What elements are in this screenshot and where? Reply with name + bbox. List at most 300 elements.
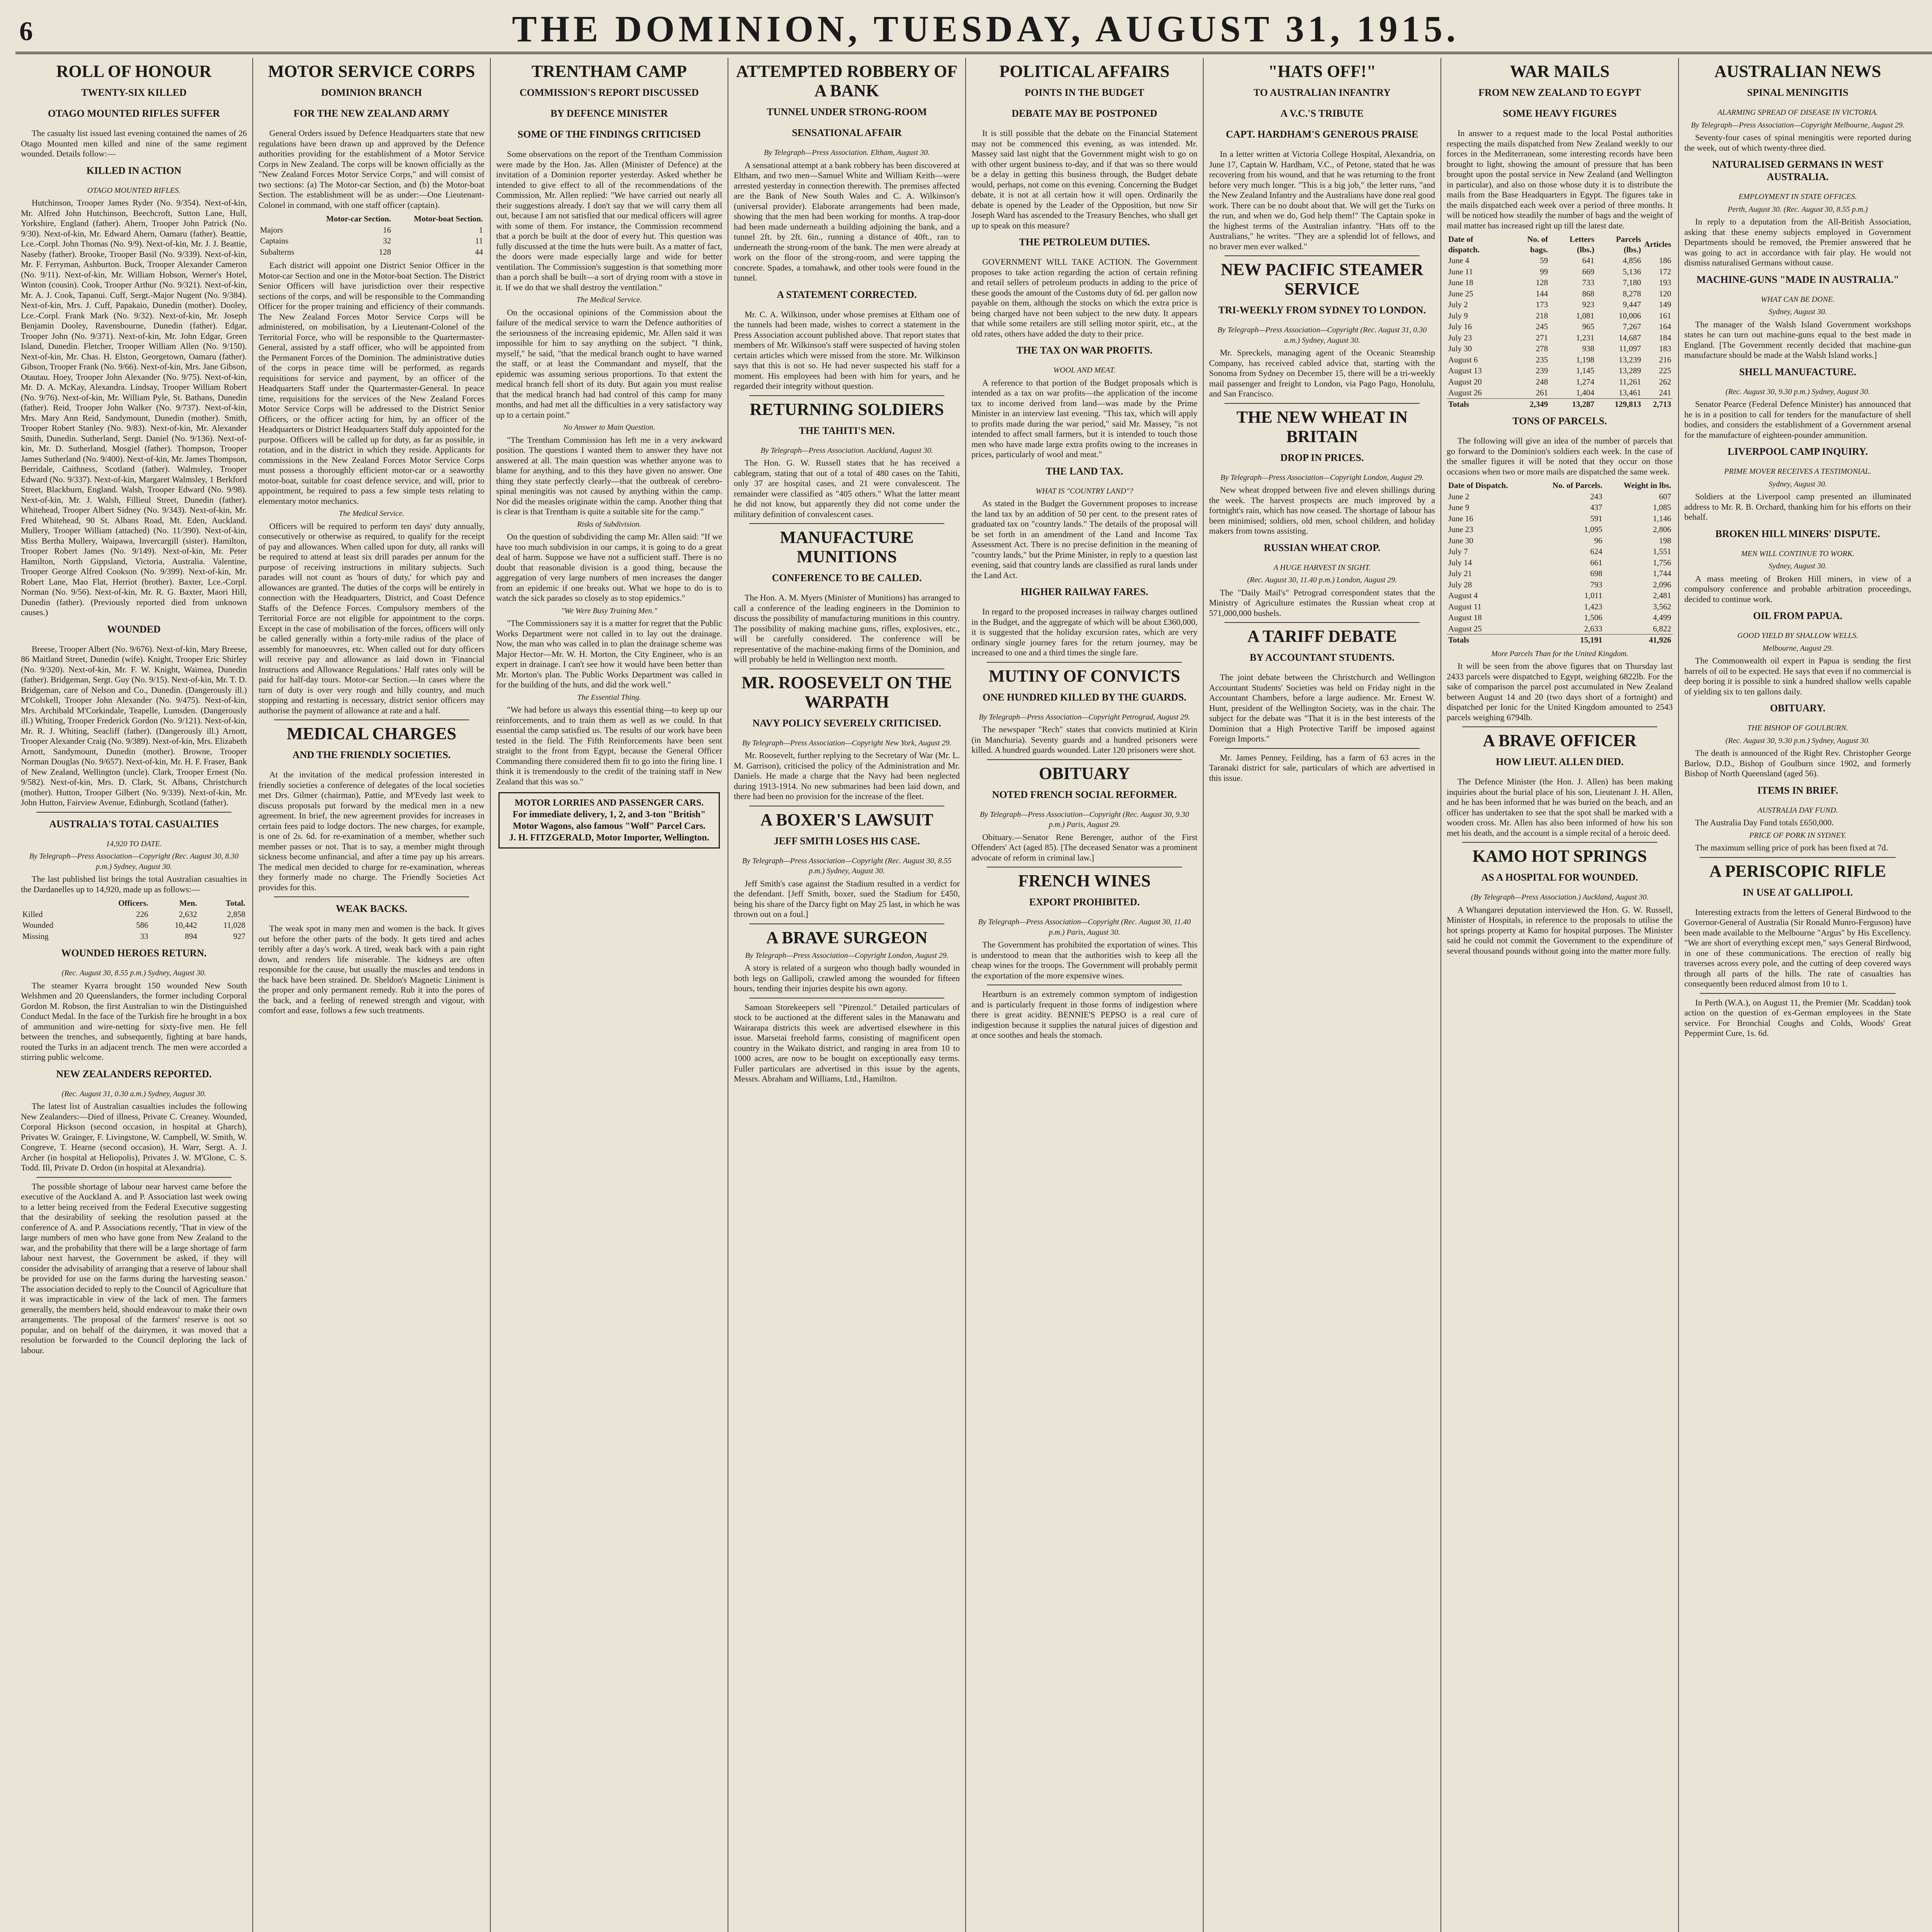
headline: NEW PACIFIC STEAMER SERVICE [1221,260,1423,298]
table-cell: August 25 [1448,624,1482,633]
table-header [259,213,306,224]
table-cell: 225 [1659,366,1671,375]
subhead: BY ACCOUNTANT STUDENTS. [1250,652,1395,663]
table-cell: 243 [1590,492,1602,501]
table-cell: July 9 [1448,311,1468,320]
article-text: The steamer Kyarra brought 150 wounded New South Welshmen and 20 Queenslanders, the former including Corporal Gordon M. Robson, the first Australian to win the Distinguished Conduct Medal. In the face of the Turkish fire he brought in a box of ammunition and wire-netting for sixty-five men. He fell between the trenches, and subsequently, fighting at bare hands, routed the Turks in an adjacent trench. The men were accorded a stirring public welcome. [21,980,247,1062]
headline: KAMO HOT SPRINGS [1472,847,1647,866]
table-cell: June 23 [1448,525,1473,534]
article-text: Obituary.—Senator Rene Berenger, author of the First Offenders' Act (aged 85). [The deceased Senator was a prominent advocate of reform in criminal law.] [971,832,1197,862]
table-cell: 1,011 [1584,591,1602,600]
table-cell: June 30 [1448,536,1473,545]
divider [274,719,469,720]
table-cell: 8,278 [1622,289,1641,298]
subhead: AUSTRALIA'S TOTAL CASUALTIES [49,818,219,830]
table-cell: 164 [1659,322,1671,331]
table-cell: 868 [1582,289,1595,298]
table-cell: 218 [1536,311,1548,320]
table-cell: July 28 [1448,580,1472,589]
table-cell: June 9 [1448,503,1469,512]
table-header: Officers. [118,898,148,908]
headline: THE NEW WHEAT IN BRITAIN [1236,407,1408,446]
subhead: SOME OF THE FINDINGS CRITICISED [517,129,701,140]
subhead: ITEMS IN BRIEF. [1757,784,1838,796]
table-cell: 2,481 [1653,591,1671,600]
table-row [1447,623,1673,634]
table-cell: 13,289 [1619,366,1641,375]
subhead: LIVERPOOL CAMP INQUIRY. [1728,446,1868,457]
table-cell: 1,198 [1576,355,1595,364]
section-label: More Parcels Than for the United Kingdom. [1491,649,1628,658]
table-cell: Missing [22,931,49,941]
subhead: A V.C.'S TRIBUTE [1280,108,1364,119]
byline: By Telegraph—Press Association—Copyright Melbourne, August 29. [1691,121,1905,129]
table-cell: 183 [1659,344,1671,353]
subhead: HIGHER RAILWAY FARES. [1020,586,1148,597]
subhead-line: AUSTRALIA DAY FUND. [1757,806,1838,815]
subhead-line: PRICE OF PORK IN SYDNEY. [1749,831,1846,840]
divider [749,923,944,924]
article-text: It is still possible that the debate on the Financial Statement may not be commenced this evening, as was intended. Mr. Massey said last night that the Government might wish to go on with other urgent business to-day, and if that was so there would be a delay in getting this business through, the Budget debate would, perhaps, not come on this evening. Concerning the Budget debate, it is not at all certain how it will open. Ordinarily the debate is opened by the Leader of the Opposition, but now Sir Joseph Ward has ascended to the Treasury Benches, who shall get up to speak on this measure? [971,128,1197,230]
table-cell: 13,239 [1619,355,1641,364]
headline: A TARIFF DEBATE [1247,627,1397,646]
article-text: In answer to a request made to the local Postal authorities respecting the mails dispatched from New Zealand weekly to our forces in the Mediterranean, some interesting records have been brought to light, showing the amount of pressure that has been brought upon the postal service in New Zealand (and Wellington in particular), and also on those whose duty it is to distribute the mails from the Base Headquarters in Egypt. The figures take in the mails dispatched each week over a period of three months. It will be noticed how steadily the number of bags and the weight of mail matter has increased right up till the latest date. [1447,128,1673,230]
table-cell: Killed [22,909,43,919]
article-text: The maximum selling price of pork has been fixed at 7d. [1695,843,1888,852]
table-row [259,247,485,258]
table-cell: 99 [1540,267,1548,276]
divider [274,896,469,897]
table-cell: 11 [475,236,483,245]
byline: By Telegraph—Press Association—Copyright New York, August 29. [742,738,952,747]
subhead: FROM NEW ZEALAND TO EGYPT [1478,87,1641,98]
table-cell: 2,858 [227,909,245,919]
article-text: A Whangarei deputation interviewed the Hon. G. W. Russell, Minister of Hospitals, in reference to the proposals to utilise the hot springs property at Kamo for hospital purposes. The Minister said he could not commit the Government to the expenditure of several thousand pounds without going into the matter more fully. [1447,905,1673,956]
table-header-row [1447,234,1673,255]
table-cell: June 11 [1448,267,1473,276]
table-row [1447,332,1673,344]
byline: Melbourne, August 29. [1762,644,1833,653]
table-cell: 2,806 [1653,525,1671,534]
table-cell: 5,136 [1622,267,1641,276]
table-cell: 186 [1659,256,1671,265]
subhead: KILLED IN ACTION [86,165,182,176]
headline: OBITUARY [1039,764,1130,783]
subhead: DEBATE MAY BE POSTPONED [1012,108,1157,119]
byline: By Telegraph—Press Association—Copyright London, August 29. [1220,473,1424,482]
article-text: The manager of the Walsh Island Government workshops states he can turn out machine-guns equal to the best made in England. [The Government recently decided that machine-gun manufacture should be made at the Walsh Island works.] [1684,319,1911,360]
table-row [1447,277,1673,288]
headline: "HATS OFF!" [1268,62,1376,81]
table-cell: 1,551 [1653,547,1671,556]
subhead: BROKEN HILL MINERS' DISPUTE. [1715,528,1880,539]
table-cell: 1,145 [1576,366,1595,375]
table-row [1447,343,1673,354]
subhead: NEW ZEALANDERS REPORTED. [56,1068,212,1080]
table-cell: August 18 [1448,613,1482,622]
subhead: COMMISSION'S REPORT DISCUSSED [519,87,699,98]
table-row [1447,266,1673,277]
subhead: OIL FROM PAPUA. [1753,610,1843,621]
table-row [1447,491,1673,502]
table-row [1447,387,1673,398]
subhead: RUSSIAN WHEAT CROP. [1264,542,1381,553]
table-cell: 11,028 [223,920,245,930]
table-cell: Captains [260,236,289,245]
table-cell: 793 [1590,580,1602,589]
table-cell: 10,442 [175,920,197,930]
table-cell: 7,267 [1622,322,1641,331]
article-text: The Commonwealth oil expert in Papua is sending the first barrels of oil to be expected. He says that even if no commercial is deep boring it is possible to sink a hundred shallow wells capable of yielding six to ten gallons daily. [1684,656,1911,696]
table-row [1447,354,1673,366]
headline: WAR MAILS [1510,62,1610,81]
article-text: Each district will appoint one District Senior Officer in the Motor-car Section and one in the Motor-boat Section. The District Senior Officers will have jurisdiction over their respective sections of the corps, and will be responsible to the Commanding Officer for the proper training and efficiency of their commands. The New Zealand Forces Motor Service Corps will be administered, on mobilisation, by a Lieutenant-Colonel of the Territorial Force, who will be responsible to the Quartermaster-General, assisted by a staff officer, who will be appointed from the Permanent Forces of the Dominion. The administrative duties of the corps in peace time will be performed, as regards requisitions for service and payment, by an officer of the Headquarters Staff under the Quartermaster-General. In peace time, requisitions for the services of the New Zealand Forces Motor Service Corps will be addressed to the District Senior Officers, or the officer acting for him, by an officer of the Headquarters or District Headquarters Staff duly appointed for the purpose. Officers will be called up for duty, as far as possible, in rotation, and in the district in which they reside. Applicants for commissions in the New Zealand Forces Motor Service Corps must possess a thoroughly efficient motor-car or a seaworthy motor-boat, suitable for coast defence service, and will, prior to appointment, be required to pass a few simple tests relating to elementary motor mechanics. [259,260,485,506]
table-cell: 965 [1582,322,1595,331]
table-cell: 661 [1590,558,1602,567]
table-cell: August 13 [1448,366,1482,375]
table-cell: 14,687 [1619,333,1641,342]
table-cell: 923 [1582,300,1595,309]
byline: Sydney, August 30. [1769,308,1827,316]
article-text: The "Daily Mail's" Petrograd correspondent states that the Ministry of Agriculture estimates the Russian wheat crop at 571,000,000 bushels. [1209,587,1435,618]
table-header: Motor-boat Section. [414,214,483,223]
table-row [1447,535,1673,546]
table-row [1447,601,1673,612]
table-cell: 278 [1536,344,1548,353]
table-header: Men. [179,898,197,908]
headline: MOTOR SERVICE CORPS [268,62,475,81]
table-cell: 437 [1590,503,1602,512]
subhead: TONS OF PARCELS. [1512,415,1607,427]
table-cell: 59 [1540,256,1548,265]
column-trentham-camp [491,58,728,1932]
subhead: WOUNDED HEROES RETURN. [61,947,207,959]
byline: (Rec. August 30, 9.30 p.m.) Sydney, August 30. [1725,387,1870,396]
table-cell: 15,191 [1532,634,1604,646]
divider [1225,622,1420,623]
table-cell: 262 [1659,377,1671,386]
table-cell: 1,404 [1576,388,1595,397]
divider [987,759,1182,760]
article-text: A mass meeting of Broken Hill miners, in view of a compulsory conference and probable arbitration proceedings, decided to continue work. [1684,573,1911,604]
subhead: JEFF SMITH LOSES HIS CASE. [774,835,920,847]
table-cell: Wounded [22,920,53,930]
table-cell: 33 [140,931,148,941]
table-cell: August 4 [1448,591,1478,600]
table-cell: 1,744 [1653,569,1671,578]
table-cell: 3,562 [1653,602,1671,611]
table-header-row [259,213,485,224]
article-text: As stated in the Budget the Government proposes to increase the land tax by an addition of 50 per cent. to the present rates of graduated tax on "country lands." The details of the proposal will be set forth in an amendment of the Land and Income Tax Assessment Act. There is no precise definition in the meaning of "country lands," but the Prime Minister, in reply to a question last evening, said that country lands are classified as rural lands under the Land Act. [971,498,1197,580]
table-cell: 6,822 [1653,624,1671,633]
table-row [259,224,485,236]
subhead-line: WOOL AND MEAT. [1053,366,1116,374]
columns [15,58,1932,1932]
page-number: 6 [19,17,33,46]
table-cell: 894 [185,931,197,941]
table-cell: 1 [479,225,483,235]
byline: (Rec. August 30, 11.40 p.m.) London, August 29. [1247,576,1397,584]
table-cell: 193 [1659,278,1671,287]
parcel-table [1447,480,1673,646]
headline: MEDICAL CHARGES [287,724,456,743]
table-cell: July 16 [1448,322,1472,331]
subhead: OBITUARY. [1770,702,1826,714]
headline: MR. ROOSEVELT ON THE WARPATH [742,673,952,711]
subhead: FOR THE NEW ZEALAND ARMY [293,108,450,119]
byline: (Rec. August 30, 9.30 p.m.) Sydney, August 30. [1725,736,1870,745]
table-cell: 1,081 [1576,311,1595,320]
table-cell: Totals [1447,634,1532,646]
subhead: TRI-WEEKLY FROM SYDNEY TO LONDON. [1218,304,1426,316]
table-cell: 96 [1594,536,1602,545]
headline: MANUFACTURE MUNITIONS [780,528,914,566]
byline: By Telegraph—Press Association—Copyright London, August 29. [745,951,949,960]
subhead: SENSATIONAL AFFAIR [792,127,902,138]
table-cell: Totals [1447,398,1507,410]
byline: By Telegraph—Press Association—Copyright (Rec. August 30, 8.55 p.m.) Sydney, August 30. [742,856,952,875]
table-cell: 144 [1536,289,1548,298]
byline: By Telegraph—Press Association. Eltham, August 30. [764,148,930,157]
ad-title: MOTOR LORRIES AND PASSENGER CARS. [514,798,704,808]
article-text: Interesting extracts from the letters of General Birdwood to the Governor-General of Australia (Sir Ronald Munro-Ferguson) have been made available to the Melbourne "Argus" by His Excellency. "We are short of everything except men," says General Birdwood, in one of these communications. The erection of really big traverses across every pole, and the cutting of deep covered ways through all parts of the hills. The rate of casualties has consequently been reduced almost from 10 to 1. [1684,907,1911,988]
subhead-line: ALARMING SPREAD OF DISEASE IN VICTORIA. [1717,108,1878,117]
table-cell: 44 [475,247,483,257]
table-cell: 261 [1536,388,1548,397]
byline: Perth, August 30. (Rec. August 30, 8.55 p.m.) [1728,205,1868,214]
subhead: CONFERENCE TO BE CALLED. [772,572,922,583]
article-text: At the invitation of the medical profession interested in friendly societies a conference of delegates of the local societies met Drs. Gilmer (chairman), Pattie, and M'Evedy last week to discuss proposals put forward by the medical men in a new agreement. In brief, the new agreement provides for increases in certain fees paid to lodge doctors. The new charges, for example, is one of 2s. 6d. for re-examination of a member, whether such member passes or not. That is to say, a member might through sickness become unfinancial, and after a time pay up his arrears. The medical men decided to charge for re-examination, whereas they formerly made no charge. The Friendly Societies Act provides for this. [259,770,485,892]
table-row [21,909,247,920]
byline: Sydney, August 30. [1769,480,1827,488]
article-text: Mr. C. A. Wilkinson, under whose premises at Eltham one of the tunnels had been made, wishes to correct a statement in the Press Association account published above. That report states that members of Mr. Wilkinson's staff were suspected of having stolen certain articles which were missed from the store. Mr. Wilkinson says that this is not so. He had never suspected his staff for a moment. His employees had been with him for years, and he regarded their integrity without question. [734,309,960,391]
article-text: The Hon. G. W. Russell states that he has received a cablegram, stating that out of a total of 480 cases on the Tahiti, only 37 are hospital cases, and 21 were convalescent. The remainder were classified as "405 others." What the latter meant he did not know, but apparently they did not come under the military definition of convalescent cases. [734,458,960,519]
table-total-row [1447,634,1673,646]
table-row [1447,502,1673,513]
table-cell: 198 [1659,536,1671,545]
table-row [1447,376,1673,388]
article-text: The weak spot in many men and women is the back. It gives out before the other parts of the body. It gets tired and aches terribly after a day's work. A tired, weak back with a pain right down, and renders life miserable. The kidneys are often responsible for the cause, but usually the muscles and tendons in the back have been strained. Dr. Sheldon's Magnetic Liniment is the proper and only permanent remedy. Rub it into the pores of the back, and a feeling of renewed strength and vigour, with comfort and ease, follows a few such treatments. [259,923,485,1015]
table-cell: 669 [1582,267,1595,276]
byline: By Telegraph—Press Association—Copyright (Rec. August 30, 11.40 p.m.) Paris, August 30. [978,918,1191,937]
article-text: Senator Pearce (Federal Defence Minister) has announced that he is in a position to call for tenders for the manufacture of shell bodies, and considers the establishment of a Government arsenal for the manufacture of eighteen-pounder ammunition. [1684,399,1911,440]
byline: Sydney, August 30. [1769,562,1827,570]
article-text: The death is announced of the Right Rev. Christopher George Barlow, D.D., Bishop of Goulburn since 1902, and formerly Bishop of North Queensland (aged 56). [1684,748,1911,778]
subhead: NATURALISED GERMANS IN WEST AUSTRALIA. [1712,159,1884,182]
column-motor-service-corps [253,58,491,1932]
article-text: In regard to the proposed increases in railway charges outlined in the Budget, and the aggregate of which will be about £360,000, it is suggested that the holiday excursion rates, which are very ordinary single journey fares for the return journey, may be increased to one and a third times the single fare. [971,607,1197,657]
table-cell: July 30 [1448,344,1472,353]
article-text: Mr. Spreckels, managing agent of the Oceanic Steamship Company, has received cabled advice that, starting with the Sonoma from Sydney on December 15, there will be a tri-weekly mail passenger and freight to London, via Pago Pago, Honolulu, and San Francisco. [1209,348,1435,398]
table-cell: 607 [1659,492,1671,501]
section-label: The Medical Service. [338,509,405,518]
table-cell: 2,349 [1507,398,1549,410]
subhead-line: GOOD YIELD BY SHALLOW WELLS. [1737,631,1858,640]
table-cell: 248 [1536,377,1548,386]
subhead: CAPT. HARDHAM'S GENEROUS PRAISE [1226,129,1418,140]
table-cell: 128 [379,247,391,257]
subhead-line: THE BISHOP OF GOULBURN. [1747,724,1848,732]
table-cell: 16 [383,225,391,235]
table-cell: August 26 [1448,388,1482,397]
table-total-row [1447,398,1673,410]
table-cell: July 23 [1448,333,1472,342]
table-row [1447,299,1673,310]
subhead: TUNNEL UNDER STRONG-ROOM [767,106,927,117]
article-text: On the occasional opinions of the Commission about the failure of the medical service to warn the Defence authorities of the seriousness of the increasing epidemic, Mr. Allen said it was impossible for him to say anything on the subject. "I think, myself," he said, "that the medical branch ought to have warned the staff, or at least the Commandant and myself, that the epidemic was assuming serious proportions. To that extent the medical branch fell short of its duty. But again you must realise that the medical branch had had control of this camp for many months, and had met all the difficulties in a very satisfactory way up to a certain point." [496,307,722,420]
divider [36,1177,231,1178]
headline: RETURNING SOLDIERS [750,400,944,419]
table-cell: 1,423 [1584,602,1602,611]
table-cell: 172 [1659,267,1671,276]
table-cell: 1,231 [1576,333,1595,342]
table-row [1447,612,1673,623]
article-text: GOVERNMENT WILL TAKE ACTION. The Government proposes to take action regarding the action of certain refining and retail sellers of petroleum products in adding to the price of these goods the amount of the Customs duty of 6d. per gallon now payable on them, although the stocks on which the extra price is being charged have not been subject to the new duty. It appears that while some retailers are still selling motor spirit, etc., at the old rates, others have added the duty to their price. [971,257,1197,338]
column-hats-off [1204,58,1441,1932]
casualty-table [21,898,247,942]
table-row [1447,513,1673,524]
table-cell: 120 [1659,289,1671,298]
article-text: A story is related of a surgeon who though badly wounded in both legs on Gallipoli, crawled among the wounded for fifteen hours, tending their injuries despite his own agony. [734,963,960,993]
subhead-line: A HUGE HARVEST IN SIGHT. [1273,563,1371,572]
article-text: A reference to that portion of the Budget proposals which is intended as a tax on war profits—the application of the income tax to income derived from land—was made by the Prime Minister in an interview last evening. "This tax, which will apply to profits made during the war period," said Mr. Massey, "is not intended to affect small farmers, but it is intended to touch those men who have made large extra profits owing to the increases in prices, particularly of wool and meat." [971,378,1197,459]
table-header: Letters (lbs.) [1569,235,1595,254]
subhead: MACHINE-GUNS "MADE IN AUSTRALIA." [1696,274,1899,285]
subhead: SOME HEAVY FIGURES [1503,108,1617,119]
headline: A PERISCOPIC RIFLE [1709,861,1886,881]
table-cell: August 6 [1448,355,1478,364]
subhead: DOMINION BRANCH [321,87,422,98]
table-row [1447,255,1673,266]
ad-signature: J. H. FITZGERALD, Motor Importer, Wellington. [509,833,709,843]
table-cell: June 18 [1448,278,1473,287]
table-cell: 938 [1582,344,1595,353]
table-header-row [1447,480,1673,491]
byline: By Telegraph—Press Association—Copyright (Rec. August 30, 8.30 p.m.) Sydney, August 30. [29,852,239,871]
subhead: THE TAX ON WAR PROFITS. [1016,345,1153,356]
article-text: The joint debate between the Christchurch and Wellington Accountant Students' Societies was held on Friday night in the Accountant Chambers, before a large audience. Mr. Ernest W. Hunt, president of the Wellington Society, was in the chair. The subject for the debate was "That it is in the best interests of the Dominion that a High Protective Tariff be imposed against Foreign Imports." [1209,672,1435,743]
divider [1225,748,1420,749]
table-cell: 4,499 [1653,613,1671,622]
divider [749,668,944,669]
byline: By Telegraph—Press Association. Auckland, August 30. [760,446,933,455]
article-text: A sensational attempt at a bank robbery has been discovered at Eltham, and two men—Samuel White and William Keith—were arrested yesterday in connection therewith. The premises affected are the Bank of New South Wales and C. A. Wilkinson's (universal provider). Elaborate arrangements had been made, showing that the men had been working for months. A trap-door had been made underneath a building adjoining the bank, and a tunnel 2ft. by 2ft. 6in., running a distance of 40ft., ran to underneath the strong-room of the bank. The men were already at work on the floor of the strong-room, and were tapping the concrete. Spades, a tomahawk, and other tools were found in the tunnel. [734,160,960,282]
table-cell: 927 [233,931,245,941]
section-label: The Essential Thing. [577,693,641,702]
table-cell: 1,274 [1576,377,1595,386]
table-header: Date of Dispatch. [1448,481,1508,490]
table-cell: 9,447 [1622,300,1641,309]
table-cell: 2,633 [1584,624,1602,633]
table-cell: July 2 [1448,300,1468,309]
table-cell: 161 [1659,311,1671,320]
byline: (Rec. August 31, 0.30 a.m.) Sydney, August 30. [61,1089,206,1098]
table-header: Articles [1644,240,1671,249]
article-text: The following will give an idea of the number of parcels that go forward to the Dominion's soldiers each week. In the case of the smaller figures it will be noted that they occur on those occasions when two or more mails are dispatched the same week. [1447,436,1673,476]
column-australian-news [1679,58,1917,1932]
section-label: The Medical Service. [576,296,642,304]
table-header: Motor-car Section. [326,214,391,223]
table-cell: 591 [1590,514,1602,523]
table-cell: 226 [136,909,148,919]
subhead: THE TAHITI'S MEN. [799,425,895,436]
table-cell: 216 [1659,355,1671,364]
subhead: BY DEFENCE MINISTER [550,108,668,119]
table-header-row [21,898,247,909]
article-text: "We had before us always this essential thing—to keep up our reinforcements, and to train them as well as we could. In that essential the camp satisfied us. The results of our work have been tested in the field. The Fifth Reinforcements have been sent straight to the front from Egypt, because the General Officer Commanding there considered them fit to go into the firing line. I think it is tremendously to the credit of the training staff in New Zealand that this was so." [496,705,722,786]
table-cell: 13,461 [1619,388,1641,397]
table-cell: July 7 [1448,547,1468,556]
article-text: In Perth (W.A.), on August 11, the Premier (Mr. Scaddan) took action on the question of ex-German employees in the State service. For Bronchial Coughs and Colds, Woods' Great Peppermint Cure, 1s. 6d. [1684,997,1911,1038]
table-cell: June 2 [1448,492,1469,501]
table-cell: 10,006 [1619,311,1641,320]
table-cell: 235 [1536,355,1548,364]
table-cell: 2,713 [1643,398,1673,410]
article-text: The casualty list issued last evening contained the names of 26 Otago Mounted men killed and nine of the same regiment wounded. Details follow:— [21,128,247,158]
article-text: Hutchinson, Trooper James Ryder (No. 9/354). Next-of-kin, Mr. Alfred John Hutchinson, Beechcroft, Sutton Lane, Hull, Yorkshire, England (father). Ahern, Trooper John Patrick (No. 9/30). Next-of-kin, Mr. Edward Ahern, Oamaru (father). Beattie, Lce.-Corpl. John Thomas (No. 9/9). Next-of-kin, Mr. J. J. Beattie, Naseby (father). Brooke, Trooper Basil (No. 9/339). Next-of-kin, Mr. F. Ferryman, Ashburton. Buck, Trooper Alexander Cameron (No. 9/11). Next-of-kin, Mr. William Hobson, Werner's Hotel, Winton (cousin). Cook, Trooper Arthur (No. 9/321). Next-of-kin, Mr. A. J. Cook, Tapanui. Cuff, Sergt.-Major Nugent (No. 9/384). Next-of-kin, Mrs. J. Cuff, Papakaio, Dunedin (mother). Dooley, Lce.-Corpl. Frank Mark (No. 9/32). Next-of-kin, Mr. Joseph Benjamin Dooley, Ravensbourne, Dunedin (father). Edgar, Trooper John (No. 9/371). Next-of-kin, Mr. John Edgar, Green Island, Dunedin. Fletcher, Trooper William Allen (No. 9/150). Next-of-kin, Mr. Chas. H. Elston, Georgetown, Oamaru (father). Gibson, Trooper Frank (No. 9/66). Next-of-kin, Mrs. Jane Gibson, Otautau. Hoey, Trooper John Alexander (No. 9/75). Next-of-kin, Mr. D. A. McKay, Alexandra. Lindsay, Trooper William Robert (No. 9/76). Next-of-kin, Mr. William Pyle, St. Bathans, Dunedin (father). Reid, Trooper John Walker (No. 9/737). Next-of-kin, Mrs. Mary Ann Reid, Sandymount, Dunedin (mother). Smith, Trooper Robert Stanley (No. 9/83). Next-of-kin, Mr. Alexander Smith, Dunedin. Sutherland, Sergt. Daniel (No. 9/136). Next-of-kin, Mr. D. Sutherland, Mosgiel (father). Thompson, Trooper James Sutherland (No. 9/400). Next-of-kin, Mr. James Thompson, Berridale, Caithness, Scotland (father). Walmsley, Trooper Edward (No. 9/337). Next-of-kin, Margaret Walmsley, 1 Berkford Street, Blackburn, England. Walsh, Trooper Edward (No. 9/98). Next-of-kin, Mr. J. Walsh, Fillieul Street, Dunedin (father). Whitehead, Trooper Albert Sidney (No. 9/343). Next-of-kin, Mr. Fred Whitehead, 90 St. Albans Road, Mt. Eden, Auckland. Mullery, Trooper William (attached) (No. 11/390). Next-of-kin, Miss Bertha Mullery, Waipawa, Invercargill (sister). Hamilton, Trooper Robert James (No. 9/149). Next-of-kin, Mr. Peter Hamilton, North Gippsland, Victoria, Australia. Valentine, Trooper George Alfred Cookson (No. 9/399). Next-of-kin, Mr. Robert Lane, Mao Flat, Herriot (brother). Baxter, Lce.-Corpl. Norman (No. 9/56). Next-of-kin, Mr. R. G. Baxter, Maori Hill, Dunedin (father). (Previously reported died from unknown causes.) [21,198,247,617]
table-row [21,931,247,942]
table-row [1447,557,1673,568]
subhead: HOW LIEUT. ALLEN DIED. [1496,756,1624,767]
mail-table [1447,234,1673,410]
table-cell: Majors [260,225,283,235]
newspaper-title: THE DOMINION, TUESDAY, AUGUST 31, 1915. [512,8,1459,49]
table-cell: 1,146 [1653,514,1671,523]
headline: ROLL OF HONOUR [56,62,212,81]
table-cell: August 11 [1448,602,1482,611]
table-row [1447,546,1673,557]
subhead-line: PRIME MOVER RECEIVES A TESTIMONIAL. [1724,467,1871,476]
divider [1700,993,1896,994]
subhead-line: EMPLOYMENT IN STATE OFFICES. [1738,192,1857,201]
article-text: In reply to a deputation from the All-British Association, asking that these enemy subjects employed in Government Departments should be removed, the Premier answered that he was going to act in accordance with fair play. He would not dismiss naturalised Germans without cause. [1684,217,1911,267]
subhead: EXPORT PROHIBITED. [1029,896,1140,908]
table-cell: 7,180 [1622,278,1641,287]
table-cell: 245 [1536,322,1548,331]
section-label: OTAGO MOUNTED RIFLES. [87,186,181,195]
column-political-affairs [966,58,1204,1932]
table-header: Parcels (lbs.) [1616,235,1641,254]
article-text: The Hon. A. M. Myers (Minister of Munitions) has arranged to call a conference of the leading engineers in the Dominion to discuss the possibility of manufacturing munitions in this country. The possibility of making machine guns, rifles, explosives, etc., will be carefully considered. The conference will be representative of the machine-making firms of the Dominion, and will probably be held in Wellington next month. [734,593,960,664]
headline: TRENTHAM CAMP [531,62,687,81]
divider [1225,403,1420,404]
article-text: The newspaper "Rech" states that convicts mutinied at Kirin (in Manchuria). Seventy guards and a hundred prisoners were killed. A hundred guards wounded. Later 120 prisoners were shot. [971,724,1197,755]
table-cell: July 14 [1448,558,1472,567]
subhead: SHELL MANUFACTURE. [1739,366,1856,378]
divider [1700,857,1896,858]
article-text: Breese, Trooper Albert (No. 9/676). Next-of-kin, Mary Breese, 86 Maitland Street, Dunedin (wife). Knight, Trooper Eric Shirley (No. 9/320). Next-of-kin, Mr. F. W. Knight, Waimea, Dunedin (father). Bridgeman, Sergt. Guy (No. 9/15). Next-of-kin, Mr. T. D. Bridgeman, care of Nelson and Co., Dunedin. (Dangerously ill.) M'Colskell, Trooper John Alexander (No. 9/475). Next-of-kin, Mrs. Archibald M'Corkindale, Teapelle, Lumsden. (Dangerously ill.) Whiting, Trooper Frederick Gordon (No. 9/121). Next-of-kin, Mr. R. J. Whiting, Seacliff (father). (Dangerously ill.) Arnott, Trooper Alexander Craig (No. 9/389). Next-of-kin, Mrs. Elizabeth Arnott, Sandymount, Dunedin (mother). Browne, Trooper Norman Douglas (No. 9/657). Next-of-kin, Mr. H. F. Fraser, Bank of New Zealand, Wellington (uncle). Clark, Trooper Ernest (No. 9/582). Next-of-kin, Mrs. D. Clark, St. Albans, Christchurch (mother). Hutton, Trooper Gilbert (No. 9/339). Next-of-kin, Mr. John Hutton, Fairview Avenue, Edinburgh, Scotland (father). [21,644,247,807]
table-row [1447,524,1673,535]
column-war-mails [1441,58,1679,1932]
headline: A BOXER'S LAWSUIT [760,810,934,829]
table-cell: 641 [1582,256,1595,265]
headline: MUTINY OF CONVICTS [988,666,1180,685]
article-text: It will be seen from the above figures that on Thursday last 2433 parcels were dispatched to Egypt, weighing 6822lb. For the sake of comparison the parcel post accumulated in New Zealand between August 14 and 20 (two days short of a fortnight) and dispatched per Ionic for the United Kingdom amounted to 2543 parcels weighing 6794lb. [1447,661,1673,722]
table-cell: 129,813 [1596,398,1643,410]
table-row [21,920,247,931]
subhead: IN USE AT GALLIPOLI. [1742,886,1853,898]
divider [987,662,1182,663]
subhead-line: 14,920 TO DATE. [106,839,162,848]
article-text: The Government has prohibited the exportation of wines. This is understood to mean that the authorities wish to keep all the cheap wines for the troops. The Government will probably permit the exportation of the more expensive wines. [971,940,1197,980]
table-header: No. of Parcels. [1552,481,1602,490]
article-text: Heartburn is an extremely common symptom of indigestion and is particularly frequent in those forms of indigestion where there is great acidity. BENNIE'S PEPSO is a real cure of indigestion because it supplies the natural juices of digestion and at once soothes and heals the stomach. [971,989,1197,1040]
establishment-table [259,213,485,257]
headline: A BRAVE OFFICER [1483,731,1637,750]
table-cell: 4,856 [1622,256,1641,265]
ad-text: For immediate delivery, 1, 2, and 3-ton "British" Motor Wagons, also famous "Wolf" Parcel Cars. [512,810,706,831]
section-label: No Answer to Main Question. [563,423,655,432]
